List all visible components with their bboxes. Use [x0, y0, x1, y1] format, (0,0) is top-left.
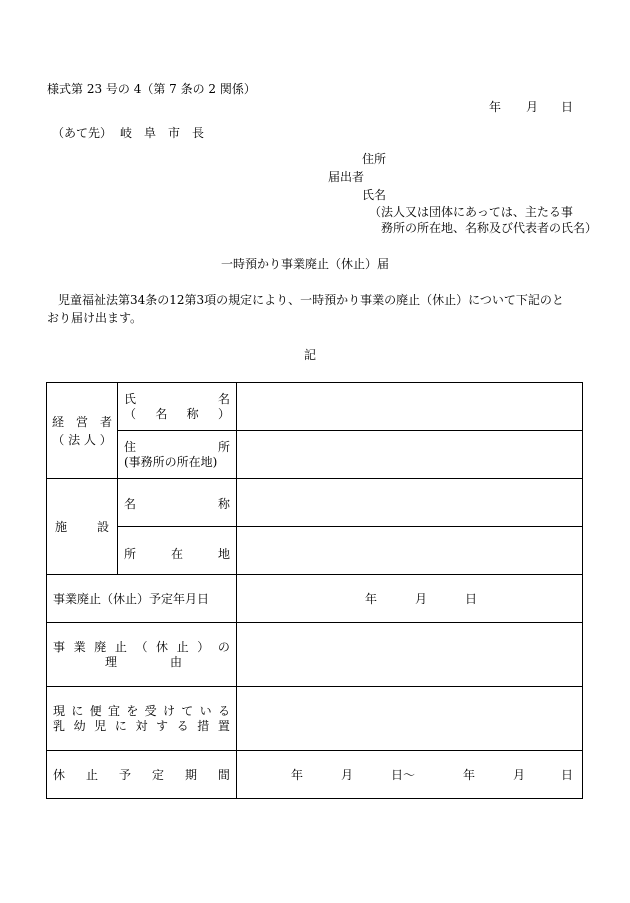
suspension-end-month: 月: [513, 767, 526, 782]
operator-label-line2: （ 法 人 ）: [52, 432, 112, 447]
suspension-start-day: 日〜: [391, 767, 416, 782]
label-char: 期: [184, 768, 197, 782]
suspension-end-day: 日: [561, 767, 574, 782]
label-char: 止: [176, 639, 189, 654]
label-char: る: [217, 703, 230, 718]
scheduled-date-value-cell[interactable]: [237, 575, 583, 623]
label-char: 理: [105, 654, 118, 669]
table-row: [47, 687, 583, 751]
operator-address-label-cell: [118, 431, 237, 479]
notification-table: [46, 382, 583, 799]
label-char: 名: [124, 497, 137, 511]
scheduled-year: 年: [365, 591, 378, 606]
label-char: 所: [124, 547, 137, 561]
date-day-label: 日: [561, 100, 574, 114]
label-char: 定: [151, 768, 164, 782]
label-char: 便: [89, 703, 102, 718]
document-title: 一時預かり事業廃止（休止）届: [221, 257, 390, 271]
scheduled-date-label-cell: [47, 575, 237, 623]
label-char: い: [199, 703, 212, 718]
notifier-note-line1: （法人又は団体にあっては、主たる事: [369, 205, 573, 219]
label-char: る: [176, 718, 189, 733]
label-char: 設: [96, 520, 109, 534]
operator-address-value-cell[interactable]: [237, 431, 583, 479]
label-char: に: [114, 718, 127, 733]
table-row: [47, 575, 583, 623]
label-char: を: [126, 703, 139, 718]
label-char: 名: [217, 391, 230, 406]
label-char: す: [156, 718, 169, 733]
table-row: [47, 479, 583, 527]
label-char: の: [217, 639, 230, 654]
label-char: 名: [155, 406, 168, 421]
form-number: 様式第 23 号の 4（第 7 条の 2 関係）: [47, 82, 256, 96]
label-char: 称: [217, 497, 230, 511]
addressee-name: 岐 阜 市 長: [120, 126, 205, 140]
label-char: 業: [73, 639, 86, 654]
operator-name-value-cell[interactable]: [237, 383, 583, 431]
label-char: に: [71, 703, 84, 718]
label-char: 休: [53, 768, 66, 782]
table-row: [47, 383, 583, 431]
table-row: [47, 527, 583, 575]
suspension-start-year: 年: [291, 767, 304, 782]
notifier-label: 届出者: [328, 170, 365, 184]
facility-address-value-cell[interactable]: [237, 527, 583, 575]
label-char: 事: [53, 639, 66, 654]
label-char: 現: [53, 703, 66, 718]
label-char: 廃: [94, 639, 107, 654]
label-char: 由: [169, 654, 182, 669]
label-char: （: [124, 406, 137, 421]
operator-label-cell: [47, 383, 118, 479]
reason-value-cell[interactable]: [237, 623, 583, 687]
label-char: 対: [135, 718, 148, 733]
measures-label-cell: [47, 687, 237, 751]
reason-label-cell: [47, 623, 237, 687]
scheduled-month: 月: [415, 591, 428, 606]
label-char: 乳: [53, 718, 66, 733]
table-row: [47, 623, 583, 687]
date-year-label: 年: [489, 100, 502, 114]
table-row: [47, 751, 583, 799]
date-month-label: 月: [526, 100, 539, 114]
label-char: 置: [217, 718, 230, 733]
scheduled-date-label: 事業廃止（休止）予定年月日: [53, 592, 210, 606]
table-row: [47, 431, 583, 479]
body-line-1: 児童福祉法第34条の12第3項の規定により、一時預かり事業の廃止（休止）について下記のと: [58, 293, 564, 307]
label-char: て: [181, 703, 194, 718]
label-char: ）: [197, 639, 210, 654]
addressee-prefix: （あて先）: [52, 126, 113, 140]
facility-name-label-cell: [118, 479, 237, 527]
label-char: （: [135, 639, 148, 654]
label-char: 所: [217, 439, 230, 454]
operator-name-label-cell: [118, 383, 237, 431]
facility-label-cell: [47, 479, 118, 575]
operator-label-line1: 経 営 者: [51, 414, 112, 429]
notifier-note-line2: 務所の所在地、名称及び代表者の氏名）: [381, 221, 598, 235]
label-char: 止: [85, 768, 98, 782]
label-char: 休: [156, 639, 169, 654]
measures-value-cell[interactable]: [237, 687, 583, 751]
label-char: 児: [94, 718, 107, 733]
suspension-start-month: 月: [341, 767, 354, 782]
address-label: 住所: [362, 152, 387, 166]
suspension-label-cell: [47, 751, 237, 799]
suspension-value-cell[interactable]: [237, 751, 583, 799]
label-char: 間: [217, 768, 230, 782]
label-char: 在: [170, 547, 183, 561]
scheduled-day: 日: [465, 591, 478, 606]
label-char: 氏: [124, 391, 137, 406]
suspension-end-year: 年: [463, 767, 476, 782]
label-char: 受: [144, 703, 157, 718]
facility-name-value-cell[interactable]: [237, 479, 583, 527]
label-char: 止: [114, 639, 127, 654]
operator-address-sub: (事務所の所在地): [124, 454, 218, 469]
ki-label: 記: [304, 348, 317, 362]
label-char: 施: [55, 520, 68, 534]
name-label: 氏名: [362, 188, 387, 202]
label-char: 地: [217, 547, 230, 561]
label-char: 幼: [73, 718, 86, 733]
facility-address-label-cell: [118, 527, 237, 575]
label-char: け: [162, 703, 175, 718]
label-char: 住: [124, 439, 137, 454]
label-char: 宜: [107, 703, 120, 718]
label-char: ）: [217, 406, 230, 421]
label-char: 措: [197, 718, 210, 733]
body-line-2: おり届け出ます。: [47, 311, 143, 325]
label-char: 称: [186, 406, 199, 421]
label-char: 予: [118, 768, 131, 782]
